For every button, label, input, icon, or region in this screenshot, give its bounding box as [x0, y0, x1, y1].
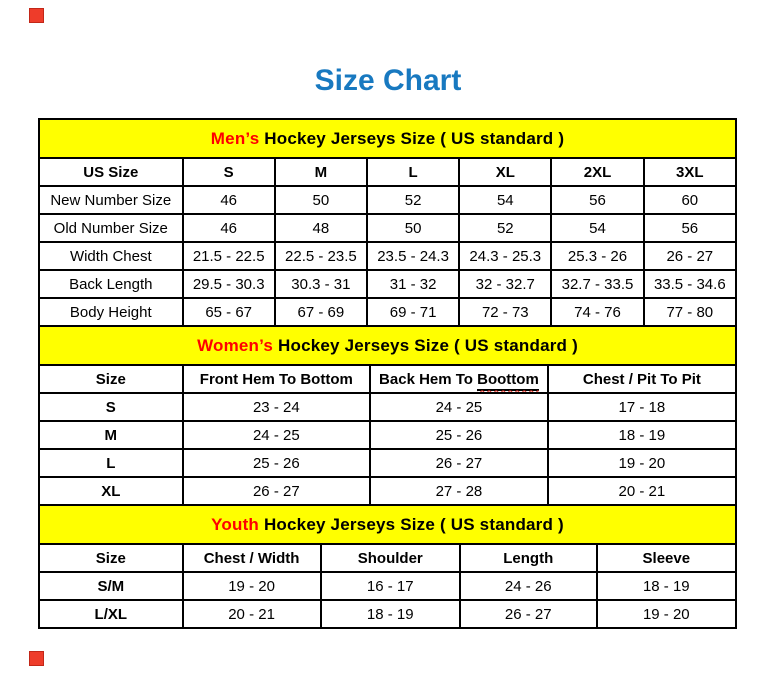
mens-value-cell: 29.5 - 30.3 [183, 270, 275, 298]
youth-value-cell: 19 - 20 [597, 600, 736, 628]
mens-value-cell: 21.5 - 22.5 [183, 242, 275, 270]
mens-value-cell: 72 - 73 [459, 298, 551, 326]
womens-data-row [39, 421, 736, 449]
womens-row-label: S [39, 393, 183, 421]
mens-data-row [39, 298, 736, 326]
mens-value-cell: 30.3 - 31 [275, 270, 367, 298]
mens-value-cell: 31 - 32 [367, 270, 459, 298]
mens-value-cell: 69 - 71 [367, 298, 459, 326]
womens-column-header: Chest / Pit To Pit [548, 365, 736, 393]
womens-value-cell: 23 - 24 [183, 393, 370, 421]
womens-row-label: L [39, 449, 183, 477]
mens-value-cell: 50 [275, 186, 367, 214]
youth-column-header: Length [460, 544, 597, 572]
womens-value-cell: 25 - 26 [370, 421, 548, 449]
youth-band-highlight: Youth [211, 514, 260, 534]
mens-value-cell: 54 [459, 186, 551, 214]
youth-column-header: Sleeve [597, 544, 736, 572]
youth-column-header: Size [39, 544, 183, 572]
womens-value-cell: 20 - 21 [548, 477, 736, 505]
womens-row-label: XL [39, 477, 183, 505]
youth-column-header: Chest / Width [183, 544, 321, 572]
mens-value-cell: 32.7 - 33.5 [551, 270, 643, 298]
mens-size-table [38, 118, 737, 327]
womens-value-cell: 26 - 27 [370, 449, 548, 477]
youth-row-label: S/M [39, 572, 183, 600]
mens-value-cell: 54 [551, 214, 643, 242]
mens-value-cell: 56 [644, 214, 736, 242]
mens-column-header: 3XL [644, 158, 736, 186]
mens-value-cell: 48 [275, 214, 367, 242]
womens-section-band [39, 326, 736, 365]
womens-value-cell: 26 - 27 [183, 477, 370, 505]
mens-value-cell: 67 - 69 [275, 298, 367, 326]
mens-value-cell: 77 - 80 [644, 298, 736, 326]
mens-column-header: S [183, 158, 275, 186]
mens-header-row [39, 158, 736, 186]
mens-section-band-row [39, 119, 736, 158]
mens-column-header: XL [459, 158, 551, 186]
womens-column-header: Size [39, 365, 183, 393]
mens-data-row [39, 214, 736, 242]
womens-section-band-row [39, 326, 736, 365]
mens-column-header: 2XL [551, 158, 643, 186]
womens-header-row [39, 365, 736, 393]
page-title: Size Chart [314, 64, 462, 97]
womens-value-cell: 25 - 26 [183, 449, 370, 477]
womens-row-label: M [39, 421, 183, 449]
womens-column-header: Front Hem To Bottom [183, 365, 370, 393]
broken-image-icon [29, 8, 44, 23]
youth-value-cell: 24 - 26 [460, 572, 597, 600]
youth-row-label: L/XL [39, 600, 183, 628]
womens-band-text: Hockey Jerseys Size ( US standard ) [273, 335, 578, 355]
womens-data-row [39, 393, 736, 421]
broken-image-icon [29, 651, 44, 666]
womens-value-cell: 24 - 25 [370, 393, 548, 421]
mens-value-cell: 24.3 - 25.3 [459, 242, 551, 270]
womens-data-row [39, 449, 736, 477]
youth-value-cell: 18 - 19 [597, 572, 736, 600]
womens-value-cell: 24 - 25 [183, 421, 370, 449]
womens-value-cell: 19 - 20 [548, 449, 736, 477]
mens-value-cell: 60 [644, 186, 736, 214]
mens-column-header: US Size [39, 158, 183, 186]
mens-row-label: Width Chest [39, 242, 183, 270]
youth-value-cell: 18 - 19 [321, 600, 460, 628]
mens-value-cell: 74 - 76 [551, 298, 643, 326]
mens-value-cell: 25.3 - 26 [551, 242, 643, 270]
youth-size-table [38, 504, 737, 629]
mens-column-header: M [275, 158, 367, 186]
mens-band-text: Hockey Jerseys Size ( US standard ) [259, 128, 565, 148]
womens-value-cell: 27 - 28 [370, 477, 548, 505]
mens-row-label: Back Length [39, 270, 183, 298]
mens-value-cell: 32 - 32.7 [459, 270, 551, 298]
youth-section-band-row [39, 505, 736, 544]
womens-value-cell: 18 - 19 [548, 421, 736, 449]
youth-column-header: Shoulder [321, 544, 460, 572]
mens-value-cell: 46 [183, 214, 275, 242]
mens-data-row [39, 186, 736, 214]
mens-value-cell: 26 - 27 [644, 242, 736, 270]
mens-row-label: Body Height [39, 298, 183, 326]
youth-value-cell: 26 - 27 [460, 600, 597, 628]
youth-section-band [39, 505, 736, 544]
womens-data-row [39, 477, 736, 505]
mens-value-cell: 33.5 - 34.6 [644, 270, 736, 298]
mens-value-cell: 46 [183, 186, 275, 214]
womens-band-highlight: Women’s [197, 335, 274, 355]
mens-band-highlight: Men’s [210, 128, 260, 148]
womens-column-header: Back Hem To Boottom [370, 365, 548, 393]
misspelled-word: Boottom [477, 371, 539, 391]
mens-column-header: L [367, 158, 459, 186]
mens-row-label: New Number Size [39, 186, 183, 214]
mens-value-cell: 52 [367, 186, 459, 214]
youth-value-cell: 19 - 20 [183, 572, 321, 600]
mens-data-row [39, 270, 736, 298]
youth-value-cell: 20 - 21 [183, 600, 321, 628]
mens-row-label: Old Number Size [39, 214, 183, 242]
youth-header-row [39, 544, 736, 572]
mens-data-row [39, 242, 736, 270]
womens-size-table [38, 325, 737, 506]
mens-section-band [39, 119, 736, 158]
mens-value-cell: 56 [551, 186, 643, 214]
mens-value-cell: 22.5 - 23.5 [275, 242, 367, 270]
size-chart-tables [38, 118, 737, 629]
womens-value-cell: 17 - 18 [548, 393, 736, 421]
youth-band-text: Hockey Jerseys Size ( US standard ) [259, 514, 564, 534]
mens-value-cell: 23.5 - 24.3 [367, 242, 459, 270]
mens-value-cell: 50 [367, 214, 459, 242]
youth-value-cell: 16 - 17 [321, 572, 460, 600]
mens-value-cell: 52 [459, 214, 551, 242]
youth-data-row [39, 600, 736, 628]
youth-data-row [39, 572, 736, 600]
mens-value-cell: 65 - 67 [183, 298, 275, 326]
